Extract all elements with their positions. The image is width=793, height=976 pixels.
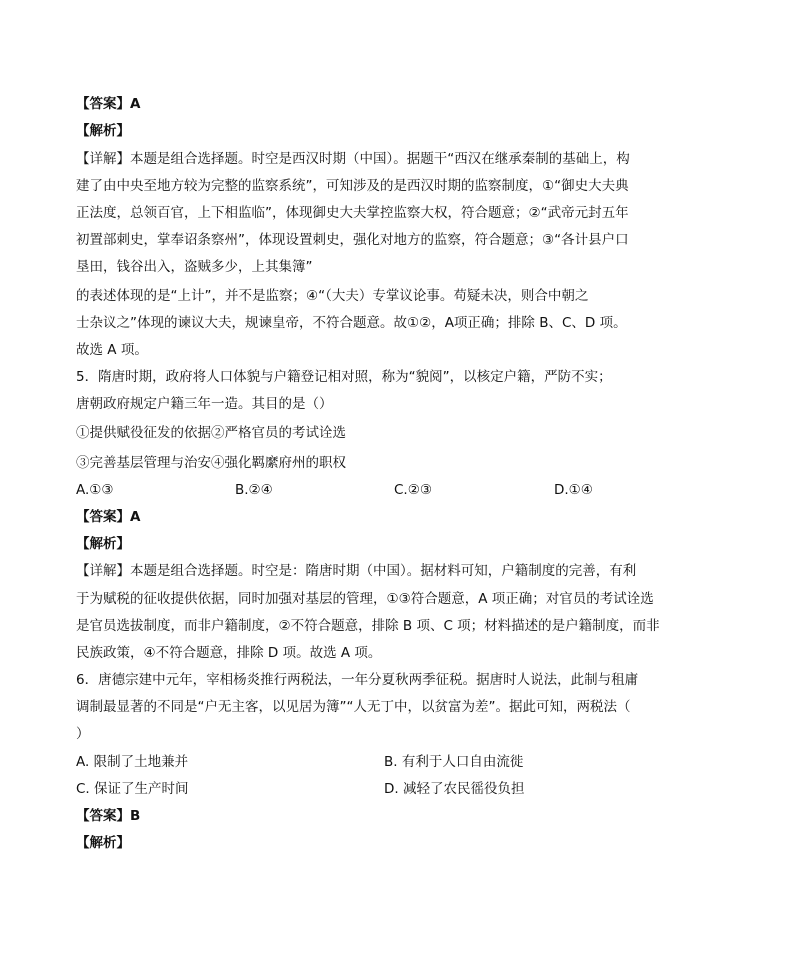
detail-line: 故选 A 项。 [76, 342, 148, 358]
question-5-option-c[interactable]: C.②③ [394, 482, 432, 498]
question-5-items: ①提供赋役征发的依据②严格官员的考试诠选 [76, 425, 346, 441]
question-5-option-b[interactable]: B.②④ [235, 482, 273, 498]
question-5-stem: 唐朝政府规定户籍三年一造。其目的是（） [76, 396, 333, 412]
detail-line: 正法度，总领百官，上下相监临”，体现御史大夫掌控监察大权，符合题意；②“武帝元封五年 [76, 205, 629, 221]
question-5-option-d[interactable]: D.①④ [554, 482, 593, 498]
detail-line: 是官员选拔制度，而非户籍制度，②不符合题意，排除 B 项、C 项；材料描述的是户籍制度，而非 [76, 618, 660, 634]
question-6-stem: 6．唐德宗建中元年，宰相杨炎推行两税法，一年分夏秋两季征税。据唐时人说法，此制与租庸 [76, 672, 639, 688]
detail-line: 于为赋税的征收提供依据，同时加强对基层的管理，①③符合题意，A 项正确；对官员的考试诠选 [76, 591, 654, 607]
detail-line: 民族政策，④不符合题意，排除 D 项。故选 A 项。 [76, 645, 382, 661]
answer-label: 【答案】B [76, 808, 141, 824]
question-5-option-a[interactable]: A.①③ [76, 482, 114, 498]
question-5-items: ③完善基层管理与治安④强化羁縻府州的职权 [76, 455, 346, 471]
detail-line: 建了由中央至地方较为完整的监察系统”，可知涉及的是西汉时期的监察制度，①“御史大夫典 [76, 178, 629, 194]
detail-line: 的表述体现的是“上计”，并不是监察；④“（大夫）专掌议论事。苟疑未决，则合中朝之 [76, 288, 589, 304]
question-6-option-c[interactable]: C. 保证了生产时间 [76, 781, 189, 797]
detail-line: 垦田，钱谷出入，盗贼多少，上其集簿” [76, 259, 313, 275]
analysis-label: 【解析】 [76, 123, 130, 139]
question-5-stem: 5．隋唐时期，政府将人口体貌与户籍登记相对照，称为“貌阅”，以核定户籍，严防不实； [76, 369, 612, 385]
analysis-label: 【解析】 [76, 536, 130, 552]
question-6-stem: 调制最显著的不同是“户无主客，以见居为簿”“人无丁中，以贫富为差”。据此可知，两税法（ [76, 699, 631, 715]
detail-line: 【详解】本题是组合选择题。时空是西汉时期（中国）。据题干“西汉在继承秦制的基础上，构 [76, 151, 630, 167]
question-6-stem: ） [76, 726, 90, 742]
question-6-option-b[interactable]: B. 有利于人口自由流徙 [384, 754, 524, 770]
detail-line: 初置部刺史，掌奉诏条察州”，体现设置刺史，强化对地方的监察，符合题意；③“各计县户口 [76, 232, 629, 248]
answer-label: 【答案】A [76, 509, 141, 525]
detail-line: 士杂议之”体现的谏议大夫，规谏皇帝，不符合题意。故①②，A项正确；排除 B、C、D 项。 [76, 315, 627, 331]
question-6-option-d[interactable]: D. 减轻了农民徭役负担 [384, 781, 525, 797]
detail-line: 【详解】本题是组合选择题。时空是：隋唐时期（中国）。据材料可知，户籍制度的完善，有利 [76, 563, 637, 579]
analysis-label: 【解析】 [76, 835, 130, 851]
answer-label: 【答案】A [76, 96, 141, 112]
question-6-option-a[interactable]: A. 限制了土地兼并 [76, 754, 189, 770]
